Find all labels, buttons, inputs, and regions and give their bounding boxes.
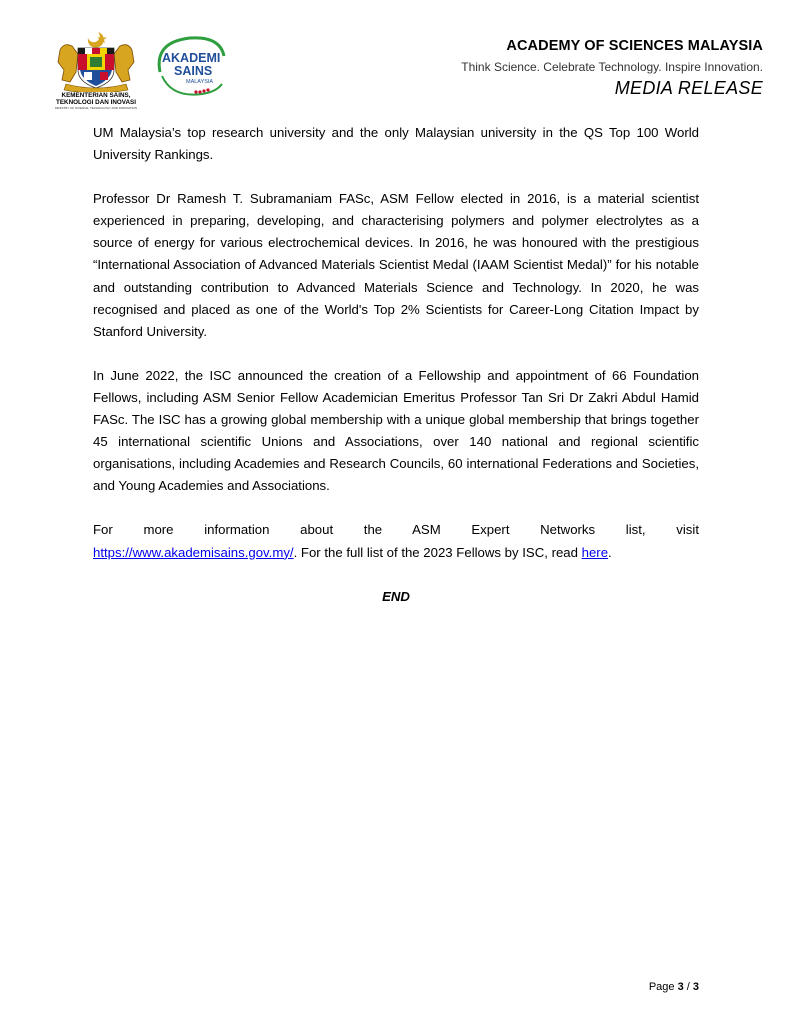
more-info-lead-line: For more information about the ASM Expert Networks list, visit	[93, 522, 699, 538]
asm-logo-line2: SAINS	[174, 64, 213, 78]
page-total: 3	[692, 981, 699, 993]
press-release-body	[93, 122, 699, 630]
akademi-sains-malaysia-logo	[150, 32, 230, 102]
asm-logo-line3: MALAYSIA	[186, 79, 214, 85]
ministry-name-line2: TEKNOLOGI DAN INOVASI	[56, 99, 136, 106]
paragraph-isc-fellowship: In June 2022, the ISC announced the creation of a Fellowship and appointment of 66 Foundation Fellows, including ASM Senior Fellow Academician Emeritus Professor Tan Sri Dr Zakri Abdul Hamid FASc. The ISC has a growing global membership with a unique global membership that brings together 45 international scientific Unions and Associations, over 140 national and regional scientific organisations, including Academies and Research Councils, 60 international Federations and Societies, and Young Academies and Associations.	[93, 367, 699, 494]
more-info-period: .	[608, 544, 612, 560]
paragraph-um-ranking: UM Malaysia’s top research university and the only Malaysian university in the QS Top 100 World University Rankings.	[93, 125, 699, 163]
end-marker: END	[382, 588, 410, 604]
isc-fellows-list-link[interactable]: here	[581, 544, 609, 560]
more-info-middle-text: . For the full list of the 2023 Fellows by ISC, read	[293, 544, 582, 560]
paragraph-more-information	[93, 519, 699, 563]
ministry-name-english: MINISTRY OF SCIENCE, TECHNOLOGY AND INNOVATION	[54, 106, 137, 110]
page-number	[649, 981, 699, 993]
page-current: 3	[677, 981, 684, 993]
organization-name: ACADEMY OF SCIENCES MALAYSIA	[506, 38, 763, 54]
page-label: Page	[648, 981, 678, 993]
ministry-name	[44, 92, 148, 106]
asm-website-link[interactable]: https://www.akademisains.gov.my/	[93, 544, 294, 560]
ministry-name-line1: KEMENTERIAN SAINS,	[61, 92, 131, 99]
paragraph-ramesh-subramaniam: Professor Dr Ramesh T. Subramaniam FASc, ASM Fellow elected in 2016, is a material scientist experienced in preparing, developing, and characterising polymers and polymer electrolytes as a source of energy for various electrochemical devices. In 2016, he was honoured with the prestigious “International Association of Advanced Materials Scientist Medal (IAAM Scientist Medal)” for his notable and outstanding contribution to Advanced Materials Science and Technology. In 2020, he was recognised and placed as one of the World's Top 2% Scientists for Career-Long Citation Impact by Stanford University.	[93, 191, 699, 339]
asm-logo-line1: AKADEMI	[162, 51, 221, 65]
organization-tagline: Think Science. Celebrate Technology. Inspire Innovation.	[461, 60, 763, 74]
page-separator: /	[683, 981, 693, 993]
page-header	[0, 0, 792, 110]
document-type: MEDIA RELEASE	[614, 78, 763, 98]
